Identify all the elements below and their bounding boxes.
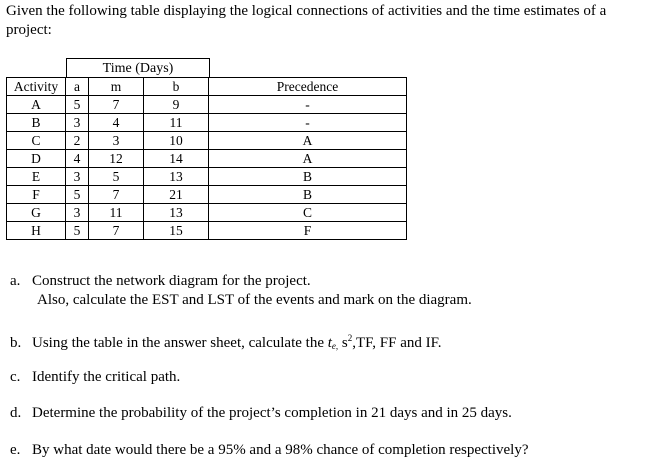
cell-precedence: -: [209, 114, 407, 132]
cell-b: 15: [144, 222, 209, 240]
cell-activity: E: [7, 168, 66, 186]
header-b: b: [144, 78, 209, 96]
cell-m: 7: [89, 186, 144, 204]
cell-m: 11: [89, 204, 144, 222]
cell-b: 13: [144, 204, 209, 222]
cell-m: 3: [89, 132, 144, 150]
cell-a: 4: [66, 150, 89, 168]
question-b: [10, 329, 655, 356]
question-c: [10, 368, 655, 387]
table-row: [7, 96, 407, 114]
table-row: [7, 114, 407, 132]
question-d: [10, 404, 655, 423]
cell-a: 3: [66, 204, 89, 222]
intro-line-1: Given the following table displaying the logical connections of activities and the time estimates of a: [6, 3, 607, 19]
cell-a: 3: [66, 114, 89, 132]
cell-precedence: A: [209, 150, 407, 168]
intro-line-2: project:: [6, 22, 52, 38]
question-d-letter: d.: [10, 405, 22, 421]
cell-precedence: B: [209, 186, 407, 204]
table-row: [7, 186, 407, 204]
question-a-line1: Construct the network diagram for the project.: [32, 273, 311, 289]
cell-activity: B: [7, 114, 66, 132]
question-c-letter: c.: [10, 369, 21, 385]
cell-precedence: C: [209, 204, 407, 222]
cell-b: 11: [144, 114, 209, 132]
cell-a: 5: [66, 222, 89, 240]
question-b-text-after: ,TF, FF and IF.: [352, 335, 442, 351]
table-row: [7, 222, 407, 240]
question-b-s-sup: 2: [347, 333, 353, 343]
question-a: [10, 272, 655, 310]
cell-b: 10: [144, 132, 209, 150]
question-b-te-sub: e,: [331, 341, 339, 351]
cell-activity: F: [7, 186, 66, 204]
question-e-text: By what date would there be a 95% and a 98% chance of completion respectively?: [32, 442, 529, 458]
header-activity: Activity: [7, 78, 66, 96]
cell-precedence: A: [209, 132, 407, 150]
question-e-letter: e.: [10, 442, 21, 458]
cell-b: 21: [144, 186, 209, 204]
question-a-line2: Also, calculate the EST and LST of the events and mark on the diagram.: [37, 292, 472, 308]
question-b-letter: b.: [10, 335, 22, 351]
question-a-letter: a.: [10, 273, 21, 289]
cell-precedence: -: [209, 96, 407, 114]
cell-activity: A: [7, 96, 66, 114]
header-m: m: [89, 78, 144, 96]
table-row: [7, 168, 407, 186]
header-a: a: [66, 78, 89, 96]
cell-activity: C: [7, 132, 66, 150]
cell-m: 5: [89, 168, 144, 186]
table-header-row: [7, 78, 407, 96]
cell-m: 7: [89, 222, 144, 240]
activity-table: [6, 77, 407, 240]
time-days-header: Time (Days): [66, 58, 210, 78]
cell-a: 2: [66, 132, 89, 150]
question-b-s: s: [338, 335, 348, 351]
cell-b: 13: [144, 168, 209, 186]
header-precedence: Precedence: [209, 78, 407, 96]
question-b-text-before: Using the table in the answer sheet, calculate the: [32, 335, 328, 351]
cell-b: 14: [144, 150, 209, 168]
intro-text: [6, 2, 658, 40]
question-b-te: t: [327, 335, 332, 351]
question-d-text: Determine the probability of the project’s completion in 21 days and in 25 days.: [32, 405, 512, 421]
question-e: [10, 441, 655, 460]
cell-a: 3: [66, 168, 89, 186]
cell-precedence: F: [209, 222, 407, 240]
table-body: [7, 96, 407, 240]
cell-activity: D: [7, 150, 66, 168]
question-c-text: Identify the critical path.: [32, 369, 181, 385]
cell-activity: G: [7, 204, 66, 222]
table-row: [7, 150, 407, 168]
cell-precedence: B: [209, 168, 407, 186]
cell-m: 7: [89, 96, 144, 114]
table-row: [7, 204, 407, 222]
cell-m: 12: [89, 150, 144, 168]
cell-m: 4: [89, 114, 144, 132]
cell-activity: H: [7, 222, 66, 240]
cell-a: 5: [66, 186, 89, 204]
cell-a: 5: [66, 96, 89, 114]
cell-b: 9: [144, 96, 209, 114]
table-row: [7, 132, 407, 150]
